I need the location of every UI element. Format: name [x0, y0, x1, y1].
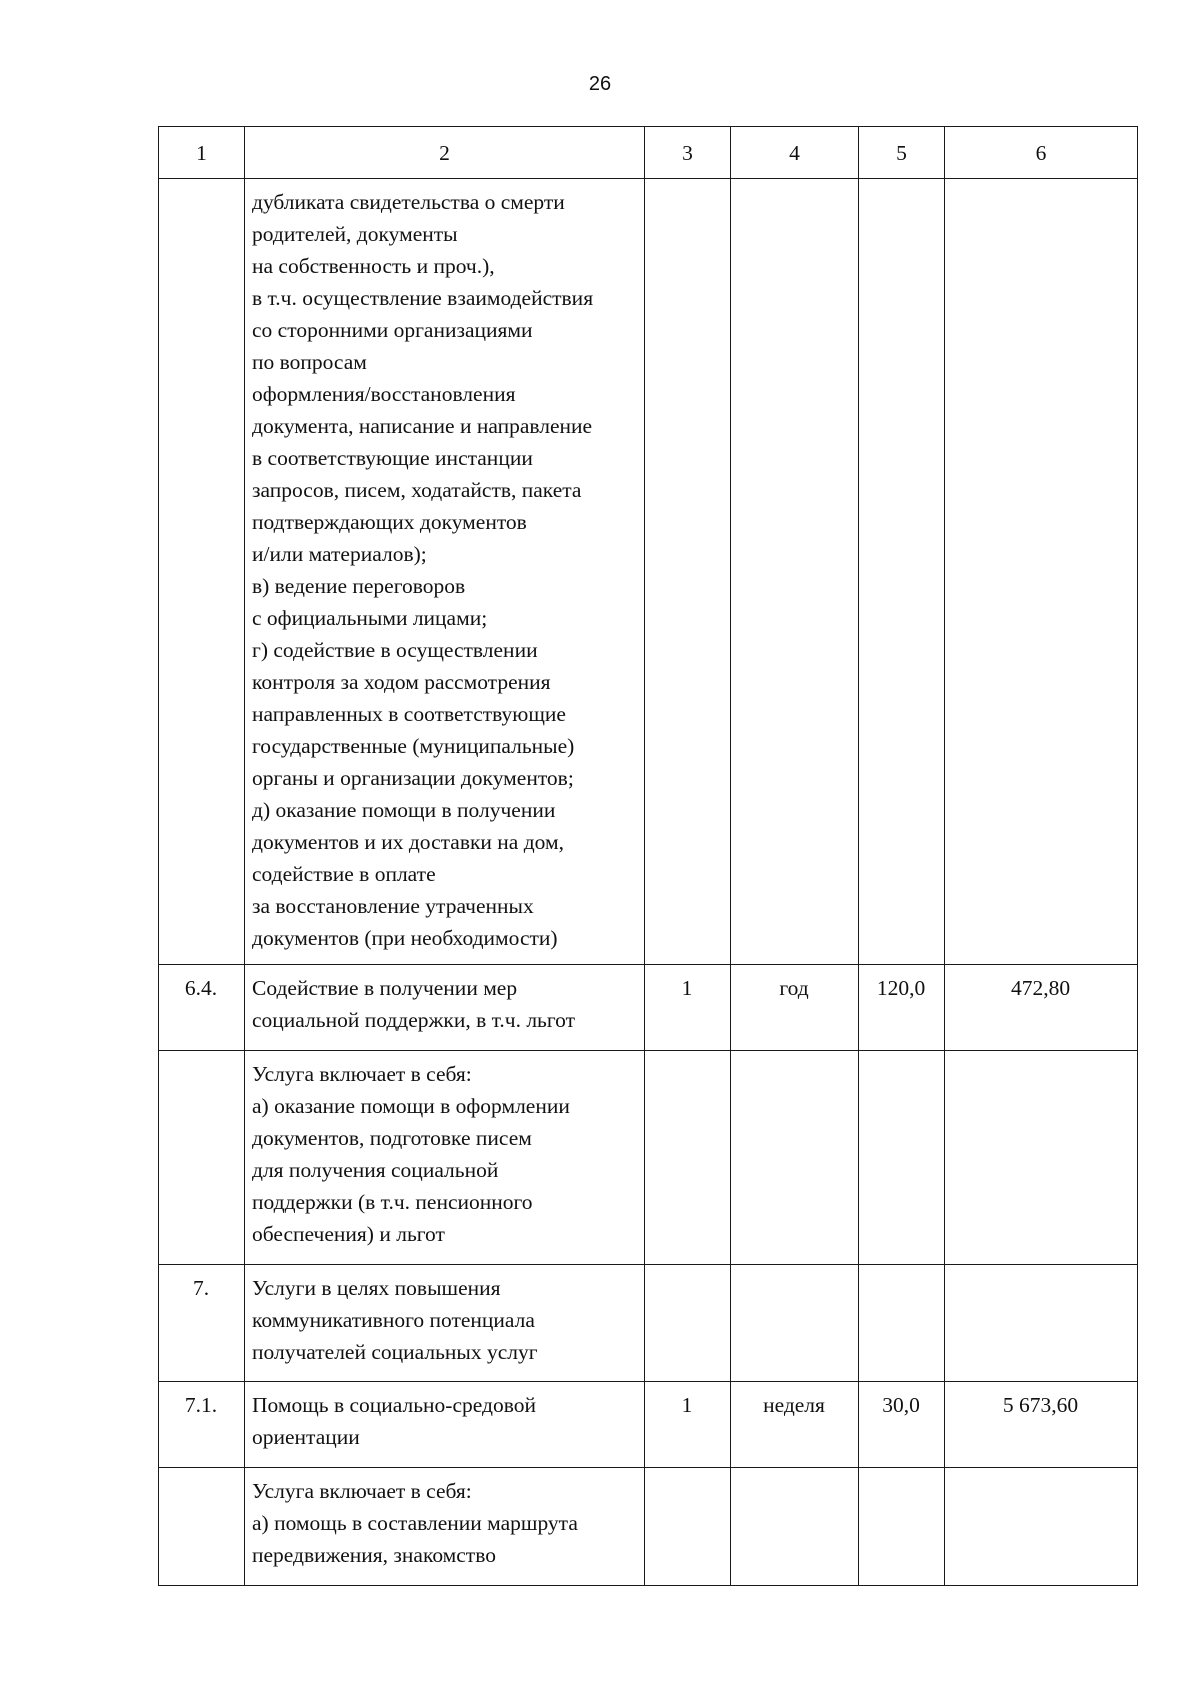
header-cell-1: 1 [159, 127, 245, 179]
text-line: поддержки (в т.ч. пенсионного [252, 1190, 533, 1214]
text-line: передвижения, знакомство [252, 1543, 496, 1567]
unit-cell: год [731, 965, 859, 1051]
time-cell [859, 1051, 945, 1265]
price-cell [945, 1051, 1138, 1265]
text-line: ориентации [252, 1425, 360, 1449]
table-row-7-1-description [159, 1468, 1138, 1586]
quantity-cell [645, 179, 731, 965]
text-line: оформления/восстановления [252, 382, 516, 406]
time-cell: 30,0 [859, 1382, 945, 1468]
row-number-cell: 7. [159, 1265, 245, 1382]
header-cell-5: 5 [859, 127, 945, 179]
text-line: родителей, документы [252, 222, 458, 246]
unit-cell [731, 1051, 859, 1265]
text-line: Услуги в целях повышения [252, 1276, 501, 1300]
page-number: 26 [588, 73, 612, 95]
text-line: Содействие в получении мер [252, 976, 518, 1000]
description-cell [245, 1265, 645, 1382]
text-line: а) помощь в составлении маршрута [252, 1511, 578, 1535]
time-cell: 120,0 [859, 965, 945, 1051]
text-line: государственные (муниципальные) [252, 734, 575, 758]
text-line: г) содействие в осуществлении [252, 638, 538, 662]
text-line: органы и организации документов; [252, 766, 574, 790]
unit-cell [731, 1265, 859, 1382]
description-cell [245, 1382, 645, 1468]
text-line: коммуникативного потенциала [252, 1308, 535, 1332]
quantity-cell [645, 1051, 731, 1265]
services-table [158, 126, 1138, 1586]
text-line: получателей социальных услуг [252, 1340, 538, 1364]
text-line: документов (при необходимости) [252, 926, 558, 950]
table-row-7 [159, 1265, 1138, 1382]
time-cell [859, 179, 945, 965]
text-line: для получения социальной [252, 1158, 499, 1182]
text-line: с официальными лицами; [252, 606, 488, 630]
text-line: содействие в оплате [252, 862, 436, 886]
text-line: в соответствующие инстанции [252, 446, 533, 470]
row-number-cell: 7.1. [159, 1382, 245, 1468]
text-line: со сторонними организациями [252, 318, 533, 342]
unit-cell [731, 179, 859, 965]
text-line: запросов, писем, ходатайств, пакета [252, 478, 582, 502]
header-cell-2: 2 [245, 127, 645, 179]
text-line: подтверждающих документов [252, 510, 527, 534]
header-cell-6: 6 [945, 127, 1138, 179]
text-line: в т.ч. осуществление взаимодействия [252, 286, 594, 310]
row-number-cell: 6.4. [159, 965, 245, 1051]
unit-cell [731, 1468, 859, 1586]
time-cell [859, 1468, 945, 1586]
price-cell [945, 1265, 1138, 1382]
table-header-row [159, 127, 1138, 179]
row-number-cell [159, 179, 245, 965]
price-cell: 5 673,60 [945, 1382, 1138, 1468]
price-cell [945, 179, 1138, 965]
text-line: документа, написание и направление [252, 414, 593, 438]
text-line: дубликата свидетельства о смерти [252, 190, 565, 214]
description-cell [245, 1051, 645, 1265]
quantity-cell [645, 1265, 731, 1382]
table-row-6-4-description [159, 1051, 1138, 1265]
description-cell [245, 179, 645, 965]
text-line: за восстановление утраченных [252, 894, 534, 918]
table-row-6-4 [159, 965, 1138, 1051]
text-line: Услуга включает в себя: [252, 1062, 472, 1086]
table-row-7-1 [159, 1382, 1138, 1468]
text-line: д) оказание помощи в получении [252, 798, 556, 822]
row-number-cell [159, 1051, 245, 1265]
text-line: социальной поддержки, в т.ч. льгот [252, 1008, 575, 1032]
quantity-cell [645, 1468, 731, 1586]
text-line: обеспечения) и льгот [252, 1222, 445, 1246]
text-line: на собственность и проч.), [252, 254, 495, 278]
text-line: документов, подготовке писем [252, 1126, 532, 1150]
price-cell [945, 1468, 1138, 1586]
description-cell [245, 1468, 645, 1586]
text-line: Помощь в социально-средовой [252, 1393, 536, 1417]
text-line: Услуга включает в себя: [252, 1479, 472, 1503]
quantity-cell: 1 [645, 1382, 731, 1468]
row-number-cell [159, 1468, 245, 1586]
quantity-cell: 1 [645, 965, 731, 1051]
time-cell [859, 1265, 945, 1382]
table-row-continuation [159, 179, 1138, 965]
text-line: контроля за ходом рассмотрения [252, 670, 551, 694]
text-line: по вопросам [252, 350, 367, 374]
text-line: документов и их доставки на дом, [252, 830, 564, 854]
header-cell-3: 3 [645, 127, 731, 179]
price-cell: 472,80 [945, 965, 1138, 1051]
unit-cell: неделя [731, 1382, 859, 1468]
description-cell [245, 965, 645, 1051]
text-line: и/или материалов); [252, 542, 427, 566]
header-cell-4: 4 [731, 127, 859, 179]
text-line: направленных в соответствующие [252, 702, 566, 726]
text-line: в) ведение переговоров [252, 574, 466, 598]
text-line: а) оказание помощи в оформлении [252, 1094, 570, 1118]
